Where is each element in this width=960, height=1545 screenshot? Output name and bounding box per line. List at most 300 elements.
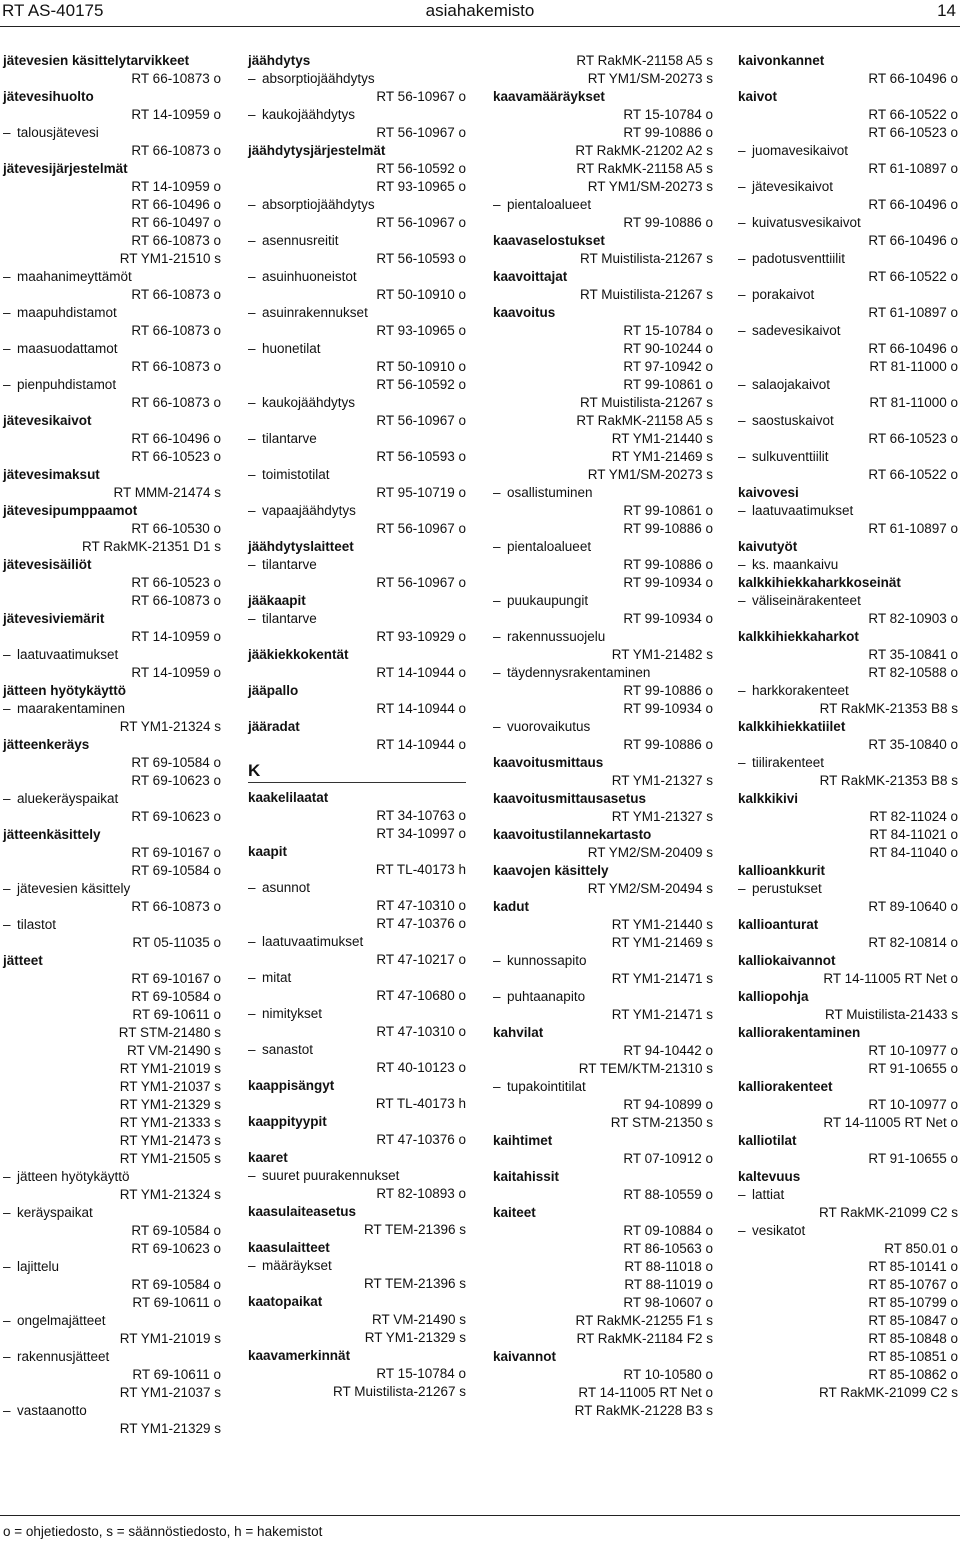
reference-code: RT YM1/SM-20273 s [587,179,713,194]
header-divider [0,26,960,27]
index-subterm: – sanastot [248,1041,466,1059]
index-term: kaasulaiteasetus [248,1204,357,1219]
reference-code: RT 69-10167 o [131,971,221,986]
index-subterm: – porakaivot [738,286,958,304]
reference-code: RT 69-10611 o [132,1007,221,1022]
index-term: jätevesimaksut [3,467,100,482]
reference-code: RT YM1-21482 s [611,647,713,662]
index-term: jääpallo [248,683,299,698]
index-term: jätevesijärjestelmät [3,161,128,176]
reference-code: RT 85-10799 o [868,1295,958,1310]
reference-code: RT 66-10523 o [868,431,958,446]
reference-code: RT YM1-21324 s [119,1187,221,1202]
reference-code: RT 56-10967 o [376,125,466,140]
reference-code: RT 91-10655 o [868,1061,958,1076]
index-subterm: – toimistotilat [248,466,466,484]
index-term: kaavoitus [493,305,556,320]
index-subterm: – padotusventtiilit [738,250,958,268]
index-term: kaiteet [493,1205,536,1220]
reference-code: RT 61-10897 o [868,521,958,536]
reference-code: RT RakMK-21099 C2 s [818,1205,958,1220]
reference-code: RT 86-10563 o [623,1241,713,1256]
index-subterm: – juomavesikaivot [738,142,958,160]
index-term: kaavaselostukset [493,233,605,248]
reference-code: RT 88-11019 o [624,1277,713,1292]
index-term: kalliokaivannot [738,953,836,968]
reference-code: RT 99-10886 o [623,215,713,230]
reference-code: RT 69-10584 o [131,989,221,1004]
index-subterm: – lajittelu [3,1258,221,1276]
index-term: kallioanturat [738,917,819,932]
reference-code: RT 15-10784 o [623,107,713,122]
reference-code: RT 99-10886 o [623,521,713,536]
reference-code: RT 66-10523 o [131,449,221,464]
reference-code: RT 99-10886 o [623,683,713,698]
index-subterm: – puhtaanapito [493,988,713,1006]
reference-code: RT 82-10893 o [376,1186,466,1201]
reference-code: RT TL-40173 h [375,1096,466,1111]
reference-code: RT 94-10442 o [623,1043,713,1058]
index-subterm: – kaukojäähdytys [248,394,466,412]
index-term: kaltevuus [738,1169,801,1184]
reference-code: RT RakMK-21202 A2 s [575,143,713,158]
index-subterm: – jätevesikaivot [738,178,958,196]
index-term: jäähdytys [248,53,311,68]
reference-code: RT YM1-21505 s [119,1151,221,1166]
index-subterm: – väliseinärakenteet [738,592,958,610]
reference-code: RT YM1-21469 s [611,449,713,464]
index-term: jääkiekkokentät [248,647,349,662]
reference-code: RT 82-10588 o [868,665,958,680]
reference-code: RT 69-10584 o [131,1223,221,1238]
reference-code: RT 56-10967 o [376,413,466,428]
index-term: kaavoitusmittaus [493,755,604,770]
reference-code: RT 56-10967 o [376,575,466,590]
reference-code: RT 66-10873 o [131,71,221,86]
reference-code: RT 66-10497 o [131,215,221,230]
index-term: jätevesipumppaamot [3,503,138,518]
reference-code: RT 14-11005 RT Net o [823,971,958,986]
reference-code: RT 99-10934 o [623,611,713,626]
index-subterm: – mitat [248,969,466,987]
reference-code: RT TEM-21396 s [363,1276,466,1291]
index-subterm: – tupakointitilat [493,1078,713,1096]
reference-code: RT 99-10886 o [623,737,713,752]
reference-code: RT 50-10910 o [376,359,466,374]
reference-code: RT MMM-21474 s [113,485,221,500]
reference-code: RT 90-10244 o [623,341,713,356]
index-subterm: – tilantarve [248,610,466,628]
index-term: jätteenkäsittely [3,827,101,842]
reference-code: RT 99-10861 o [623,377,713,392]
reference-code: RT 85-10862 o [868,1367,958,1382]
reference-code: RT Muistilista-21267 s [579,287,713,302]
reference-code: RT 35-10840 o [868,737,958,752]
index-subterm: – harkkorakenteet [738,682,958,700]
index-subterm: – jätteen hyötykäyttö [3,1168,221,1186]
index-subterm: – kaukojäähdytys [248,106,466,124]
reference-code: RT RakMK-21184 F2 s [576,1331,713,1346]
index-term: kallioankkurit [738,863,826,878]
reference-code: RT 99-10934 o [623,701,713,716]
reference-code: RT 35-10841 o [868,647,958,662]
index-subterm: – osallistuminen [493,484,713,502]
reference-code: RT 61-10897 o [868,305,958,320]
index-subterm: – rakennussuojelu [493,628,713,646]
reference-code: RT YM1-21327 s [611,773,713,788]
reference-code: RT 14-11005 RT Net o [823,1115,958,1130]
reference-code: RT 66-10496 o [131,197,221,212]
index-subterm: – pienpuhdistamot [3,376,221,394]
index-term: kaihtimet [493,1133,553,1148]
reference-code: RT 66-10522 o [868,467,958,482]
index-term: jätevesihuolto [3,89,94,104]
reference-code: RT 81-11000 o [869,395,958,410]
index-subterm: – perustukset [738,880,958,898]
reference-code: RT 69-10623 o [131,1241,221,1256]
index-term: kaaret [248,1150,288,1165]
index-subterm: – absorptiojäähdytys [248,70,466,88]
index-subterm: – huonetilat [248,340,466,358]
index-term: kalkkikivi [738,791,799,806]
index-subterm: – pientaloalueet [493,196,713,214]
reference-code: RT 47-10310 o [376,1024,466,1039]
index-subterm: – saostuskaivot [738,412,958,430]
index-subterm: – asuinhuoneistot [248,268,466,286]
reference-code: RT 95-10719 o [376,485,466,500]
reference-code: RT 99-10934 o [623,575,713,590]
reference-code: RT RakMK-21255 F1 s [575,1313,713,1328]
reference-code: RT 14-10944 o [376,665,466,680]
index-subterm: – maapuhdistamot [3,304,221,322]
reference-code: RT 99-10886 o [623,557,713,572]
index-term: kalkkihiekkatiilet [738,719,846,734]
reference-code: RT Muistilista-21433 s [824,1007,958,1022]
reference-code: RT 56-10592 o [376,161,466,176]
index-subterm: – kunnossapito [493,952,713,970]
index-subterm: – suuret puurakennukset [248,1167,466,1185]
index-term: kaavamääräykset [493,89,605,104]
index-term: kaavoittajat [493,269,568,284]
index-term: kaivutyöt [738,539,798,554]
index-term: kadut [493,899,530,914]
index-term: kaakelilaatat [248,790,329,805]
reference-code: RT 34-10763 o [376,808,466,823]
reference-code: RT 69-10584 o [131,755,221,770]
index-term: kalliotilat [738,1133,797,1148]
reference-code: RT Muistilista-21267 s [579,395,713,410]
index-subterm: – tilantarve [248,430,466,448]
index-term: jätevesiviemärit [3,611,105,626]
reference-code: RT 47-10217 o [376,952,466,967]
reference-code: RT 66-10523 o [868,125,958,140]
reference-code: RT 66-10873 o [131,143,221,158]
index-term: jäähdytyslaitteet [248,539,354,554]
reference-code: RT 98-10607 o [623,1295,713,1310]
index-subterm: – asuinrakennukset [248,304,466,322]
reference-code: RT YM1/SM-20273 s [587,467,713,482]
page-header [0,0,960,24]
reference-code: RT 69-10584 o [131,1277,221,1292]
reference-code: RT 82-11024 o [869,809,958,824]
reference-code: RT 66-10873 o [131,899,221,914]
reference-code: RT 69-10584 o [131,863,221,878]
index-subterm: – nimitykset [248,1005,466,1023]
reference-code: RT 10-10977 o [868,1043,958,1058]
reference-code: RT 91-10655 o [868,1151,958,1166]
reference-code: RT Muistilista-21267 s [579,251,713,266]
reference-code: RT 81-11000 o [869,359,958,374]
index-term: jääradat [248,719,300,734]
reference-code: RT 93-10965 o [376,179,466,194]
reference-code: RT YM1-21019 s [119,1331,221,1346]
index-term: kaappityypit [248,1114,327,1129]
page-number: 14 [937,1,956,20]
index-subterm: – laatuvaatimukset [248,933,466,951]
reference-code: RT RakMK-21353 B8 s [819,773,958,788]
index-subterm: – vuorovaikutus [493,718,713,736]
reference-code: RT VM-21490 s [371,1312,466,1327]
reference-code: RT YM2/SM-20409 s [587,845,713,860]
reference-code: RT 50-10910 o [376,287,466,302]
reference-code: RT 14-10944 o [376,701,466,716]
index-subterm: – aluekeräyspaikat [3,790,221,808]
reference-code: RT 97-10942 o [623,359,713,374]
reference-code: RT 66-10496 o [868,197,958,212]
reference-code: RT 66-10873 o [131,323,221,338]
index-subterm: – tilantarve [248,556,466,574]
reference-code: RT 850.01 o [884,1241,958,1256]
reference-code: RT 15-10784 o [376,1366,466,1381]
reference-code: RT 56-10593 o [376,251,466,266]
reference-code: RT RakMK-21228 B3 s [574,1403,713,1418]
index-subterm: – talousjätevesi [3,124,221,142]
reference-code: RT 05-11035 o [132,935,221,950]
index-term: jääkaapit [248,593,306,608]
reference-code: RT YM1-21037 s [119,1079,221,1094]
reference-code: RT VM-21490 s [126,1043,221,1058]
index-term: kaasulaitteet [248,1240,330,1255]
index-term: kaatopaikat [248,1294,323,1309]
reference-code: RT 09-10884 o [623,1223,713,1238]
reference-code: RT YM1-21473 s [119,1133,221,1148]
reference-code: RT 14-10959 o [131,665,221,680]
reference-code: RT 56-10967 o [376,521,466,536]
index-term: kalkkihiekkaharkot [738,629,859,644]
reference-code: RT RakMK-21158 A5 s [576,413,713,428]
index-subterm: – täydennysrakentaminen [493,664,713,682]
index-column-2 [248,52,466,1401]
reference-code: RT 88-11018 o [624,1259,713,1274]
index-subterm: – sulkuventtiilit [738,448,958,466]
reference-code: RT 40-10123 o [376,1060,466,1075]
reference-code: RT YM1-21510 s [119,251,221,266]
reference-code: RT YM1-21329 s [119,1421,221,1436]
reference-code: RT 14-10959 o [131,629,221,644]
index-term: kalliopohja [738,989,809,1004]
reference-code: RT 66-10873 o [131,359,221,374]
reference-code: RT YM2/SM-20494 s [587,881,713,896]
reference-code: RT RakMK-21158 A5 s [576,161,713,176]
index-term: kalkkihiekkaharkkoseinät [738,575,901,590]
index-term: kaitahissit [493,1169,560,1184]
index-column-3 [493,52,713,1420]
reference-code: RT RakMK-21158 A5 s [576,53,713,68]
page-title: asiahakemisto [425,1,535,20]
reference-code: RT 66-10496 o [131,431,221,446]
document-code: RT AS-40175 [2,1,104,20]
reference-code: RT 99-10861 o [623,503,713,518]
index-subterm: – vesikatot [738,1222,958,1240]
reference-code: RT STM-21480 s [118,1025,221,1040]
reference-code: RT 66-10496 o [868,341,958,356]
reference-code: RT 82-10903 o [868,611,958,626]
reference-code: RT 66-10522 o [868,107,958,122]
index-term: kaappisängyt [248,1078,335,1093]
index-subterm: – tiilirakenteet [738,754,958,772]
reference-code: RT 69-10623 o [131,809,221,824]
reference-code: RT 47-10376 o [376,1132,466,1147]
index-term: kaivovesi [738,485,799,500]
reference-code: RT YM1-21329 s [119,1097,221,1112]
reference-code: RT 85-10851 o [868,1349,958,1364]
reference-code: RT 69-10611 o [132,1367,221,1382]
index-subterm: – keräyspaikat [3,1204,221,1222]
index-subterm: – asennusreitit [248,232,466,250]
index-term: kaavoitusmittausasetus [493,791,647,806]
reference-code: RT RakMK-21099 C2 s [818,1385,958,1400]
index-term: jäähdytysjärjestelmät [248,143,386,158]
index-column-1 [3,52,221,1438]
index-term: kaivot [738,89,778,104]
reference-code: RT 34-10997 o [376,826,466,841]
reference-code: RT 89-10640 o [868,899,958,914]
reference-code: RT 14-10959 o [131,107,221,122]
reference-code: RT 69-10167 o [131,845,221,860]
index-term: kalliorakentaminen [738,1025,861,1040]
index-term: kaivannot [493,1349,557,1364]
reference-code: RT 85-10767 o [868,1277,958,1292]
index-term: kahvilat [493,1025,544,1040]
reference-code: RT 56-10593 o [376,449,466,464]
reference-code: RT 66-10523 o [131,575,221,590]
reference-code: RT STM-21350 s [610,1115,713,1130]
index-subterm: – lattiat [738,1186,958,1204]
reference-code: RT YM1/SM-20273 s [587,71,713,86]
index-subterm: – sadevesikaivot [738,322,958,340]
index-term: jätevesien käsittelytarvikkeet [3,53,190,68]
reference-code: RT 61-10897 o [868,161,958,176]
reference-code: RT RakMK-21353 B8 s [819,701,958,716]
index-subterm: – puukaupungit [493,592,713,610]
index-term: kaivonkannet [738,53,825,68]
reference-code: RT 88-10559 o [623,1187,713,1202]
index-term: kaapit [248,844,288,859]
reference-code: RT 47-10310 o [376,898,466,913]
reference-code: RT YM1-21329 s [364,1330,466,1345]
index-term: jätteet [3,953,43,968]
reference-code: RT YM1-21469 s [611,935,713,950]
index-subterm: – laatuvaatimukset [3,646,221,664]
index-term: jätevesisäiliöt [3,557,92,572]
reference-code: RT YM1-21037 s [119,1385,221,1400]
reference-code: RT 84-11040 o [869,845,958,860]
reference-code: RT 66-10530 o [131,521,221,536]
index-subterm: – salaojakaivot [738,376,958,394]
reference-code: RT 66-10522 o [868,269,958,284]
reference-code: RT YM1-21440 s [611,431,713,446]
index-subterm: – kuivatusvesikaivot [738,214,958,232]
reference-code: RT 66-10873 o [131,593,221,608]
reference-code: RT 94-10899 o [623,1097,713,1112]
index-term: kaavoitustilannekartasto [493,827,652,842]
reference-code: RT TEM-21396 s [363,1222,466,1237]
index-subterm: – rakennusjätteet [3,1348,221,1366]
reference-code: RT 14-11005 RT Net o [578,1385,713,1400]
reference-code: RT 66-10873 o [131,233,221,248]
reference-code: RT 10-10580 o [623,1367,713,1382]
reference-code: RT 66-10496 o [868,71,958,86]
reference-code: RT YM1-21324 s [119,719,221,734]
reference-code: RT 93-10929 o [376,629,466,644]
reference-code: RT 85-10141 o [868,1259,958,1274]
index-subterm: – maasuodattamot [3,340,221,358]
reference-code: RT 66-10873 o [131,395,221,410]
index-subterm: – absorptiojäähdytys [248,196,466,214]
reference-code: RT 47-10680 o [376,988,466,1003]
reference-code: RT YM1-21019 s [119,1061,221,1076]
footer-legend: o = ohjetiedosto, s = säännöstiedosto, h = hakemistot [3,1524,323,1539]
reference-code: RT 66-10873 o [131,287,221,302]
index-subterm: – vastaanotto [3,1402,221,1420]
reference-code: RT 93-10965 o [376,323,466,338]
reference-code: RT 84-11021 o [869,827,958,842]
reference-code: RT YM1-21333 s [119,1115,221,1130]
reference-code: RT YM1-21471 s [611,1007,713,1022]
index-subterm: – pientaloalueet [493,538,713,556]
reference-code: RT 56-10967 o [376,89,466,104]
reference-code: RT 99-10886 o [623,125,713,140]
index-subterm: – ks. maankaivu [738,556,958,574]
reference-code: RT 47-10376 o [376,916,466,931]
section-letter: K [248,762,466,783]
reference-code: RT 82-10814 o [868,935,958,950]
reference-code: RT 85-10847 o [868,1313,958,1328]
reference-code: RT 56-10592 o [376,377,466,392]
reference-code: RT 07-10912 o [623,1151,713,1166]
reference-code: RT YM1-21471 s [611,971,713,986]
index-column-4 [738,52,958,1402]
reference-code: RT TEM/KTM-21310 s [578,1061,713,1076]
reference-code: RT YM1-21327 s [611,809,713,824]
index-term: kalliorakenteet [738,1079,833,1094]
reference-code: RT Muistilista-21267 s [332,1384,466,1399]
index-subterm: – tilastot [3,916,221,934]
reference-code: RT RakMK-21351 D1 s [81,539,221,554]
reference-code: RT YM1-21440 s [611,917,713,932]
index-subterm: – asunnot [248,879,466,897]
index-term: jätteenkeräys [3,737,90,752]
reference-code: RT 69-10611 o [132,1295,221,1310]
index-subterm: – jätevesien käsittely [3,880,221,898]
reference-code: RT 15-10784 o [623,323,713,338]
reference-code: RT 69-10623 o [131,773,221,788]
reference-code: RT 85-10848 o [868,1331,958,1346]
reference-code: RT 14-10944 o [376,737,466,752]
index-term: kaavamerkinnät [248,1348,351,1363]
reference-code: RT 14-10959 o [131,179,221,194]
reference-code: RT 56-10967 o [376,215,466,230]
